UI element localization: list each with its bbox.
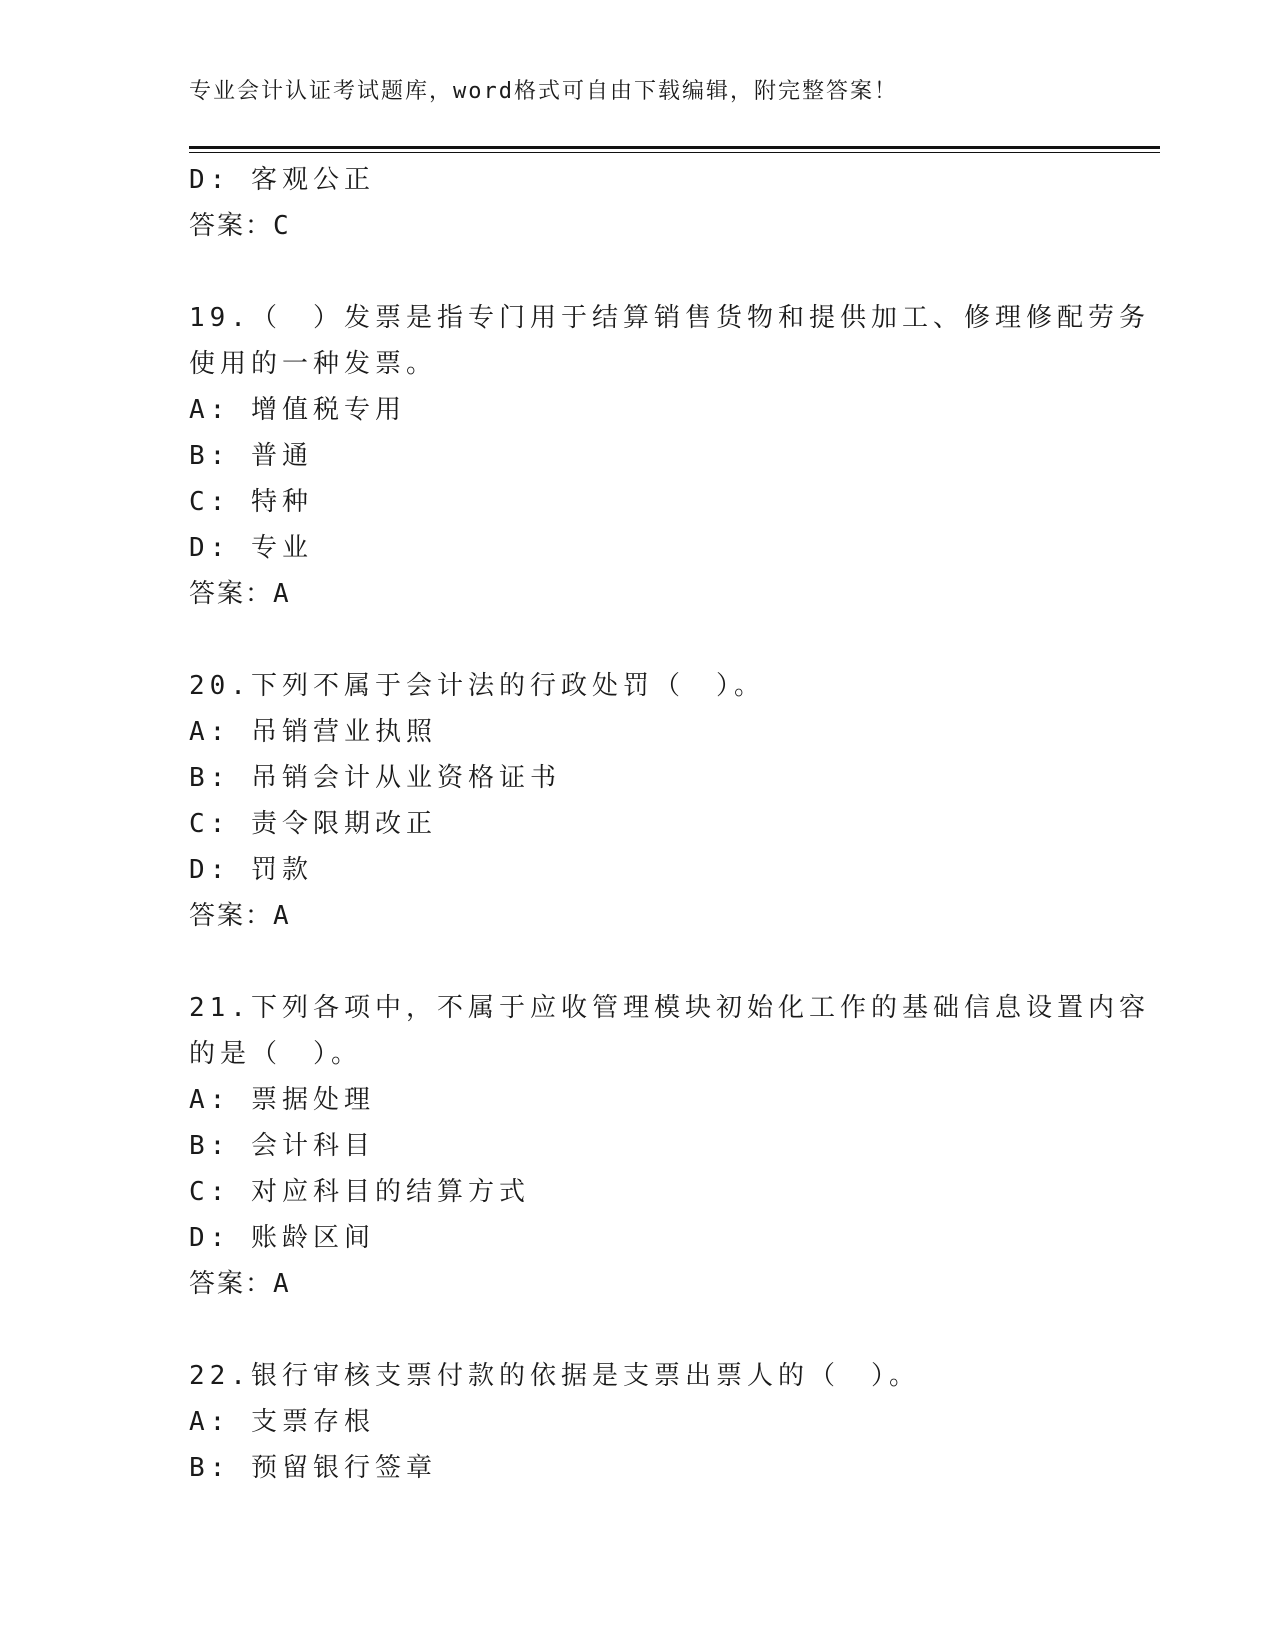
answer: 答案：A bbox=[189, 901, 291, 931]
option-c: C: 特种 bbox=[189, 487, 313, 517]
answer: 答案：A bbox=[189, 1269, 291, 1299]
option-a: A: 支票存根 bbox=[189, 1407, 375, 1437]
spacer bbox=[189, 1307, 1089, 1353]
question-stem-line: 20.下列不属于会计法的行政处罚（ ）。 bbox=[189, 671, 765, 701]
question-20 bbox=[189, 663, 1089, 939]
prev-answer: 答案：C bbox=[189, 211, 291, 241]
option-d: D: 罚款 bbox=[189, 855, 313, 885]
option-a: A: 吊销营业执照 bbox=[189, 717, 437, 747]
option-c: C: 责令限期改正 bbox=[189, 809, 437, 839]
header-rule-thick bbox=[189, 146, 1160, 149]
question-21 bbox=[189, 985, 1150, 1307]
page-header: 专业会计认证考试题库，word格式可自由下载编辑，附完整答案！ bbox=[189, 79, 898, 104]
header-rule-thin bbox=[189, 152, 1160, 153]
question-22 bbox=[189, 1353, 1089, 1491]
question-stem-line: 19.（ ）发票是指专门用于结算销售货物和提供加工、修理修配劳务 bbox=[189, 303, 1150, 333]
option-d: D: 专业 bbox=[189, 533, 313, 563]
option-b: B: 普通 bbox=[189, 441, 313, 471]
question-stem-line: 的是（ ）。 bbox=[189, 1039, 363, 1069]
option-b: B: 吊销会计从业资格证书 bbox=[189, 763, 561, 793]
option-a: A: 票据处理 bbox=[189, 1085, 375, 1115]
spacer bbox=[189, 617, 1089, 663]
answer: 答案：A bbox=[189, 579, 291, 609]
question-list bbox=[189, 157, 1150, 1491]
option-c: C: 对应科目的结算方式 bbox=[189, 1177, 530, 1207]
question-stem-line: 21.下列各项中，不属于应收管理模块初始化工作的基础信息设置内容 bbox=[189, 993, 1150, 1023]
question-stem-line: 22.银行审核支票付款的依据是支票出票人的（ ）。 bbox=[189, 1361, 920, 1391]
question-stem-line: 使用的一种发票。 bbox=[189, 349, 438, 379]
option-b: B: 会计科目 bbox=[189, 1131, 375, 1161]
question-19 bbox=[189, 295, 1150, 617]
option-d: D: 账龄区间 bbox=[189, 1223, 375, 1253]
spacer bbox=[189, 939, 1089, 985]
option-b: B: 预留银行签章 bbox=[189, 1453, 437, 1483]
spacer bbox=[189, 249, 1089, 295]
option-a: A: 增值税专用 bbox=[189, 395, 406, 425]
prev-option-d: D: 客观公正 bbox=[189, 165, 375, 195]
